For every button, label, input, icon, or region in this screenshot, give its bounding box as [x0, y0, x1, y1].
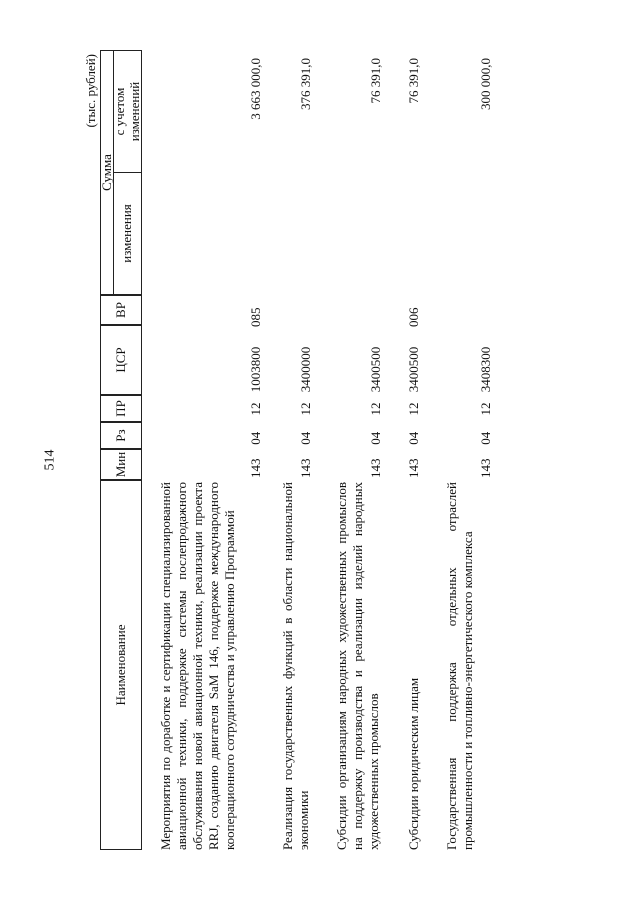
row-min: 143 [406, 458, 421, 478]
header-with-changes: с учетом изменений [113, 50, 142, 173]
row-name: Государственная поддержка отдельных отраслей промышленности и топливно-энергетического комплекса [444, 482, 476, 850]
row-name: Реализация государственных функций в области национальной экономики [280, 482, 312, 850]
header-min: Мин [100, 449, 142, 480]
row-rz: 04 [478, 431, 493, 445]
row-codes [248, 308, 264, 479]
row-csr: 3408300 [478, 346, 493, 393]
units-note: (тыс. рублей) [83, 54, 98, 128]
row-rz: 04 [248, 431, 263, 445]
table-row [280, 50, 320, 850]
row-rz: 04 [298, 431, 313, 445]
row-csr: 3400500 [368, 346, 383, 393]
row-csr: 1003800 [248, 346, 263, 393]
row-rz: 04 [368, 431, 383, 445]
row-total: 76 391,0 [406, 58, 421, 104]
row-name: Субсидии юридическим лицам [406, 677, 421, 850]
row-csr: 3400500 [406, 346, 421, 393]
row-codes [478, 330, 494, 478]
row-codes [298, 330, 314, 478]
row-min: 143 [298, 458, 313, 478]
header-pr: ПР [100, 395, 142, 422]
table-row [444, 50, 502, 850]
row-pr: 12 [368, 402, 383, 416]
row-total: 3 663 000,0 [248, 58, 263, 120]
header-summa: Сумма [100, 50, 114, 295]
header-changes: изменения [113, 172, 142, 295]
row-total: 300 000,0 [478, 58, 493, 110]
row-codes [406, 308, 422, 479]
row-pr: 12 [248, 402, 263, 416]
row-name: Мероприятия по доработке и сертификации специализированной авиационной техники, поддержке системы послепродажного обслуживания новой авиационной техники, реализации проекта RRJ, созданию двигателя SaM 146, поддержке международного кооперационного сотрудничества и управлению Программой [158, 482, 238, 850]
row-csr: 3400000 [298, 346, 313, 393]
row-vr: 006 [406, 307, 421, 327]
page-number: 514 [42, 449, 58, 471]
header-rz: Рз [100, 422, 142, 449]
header-name: Наименование [100, 480, 142, 850]
row-total: 76 391,0 [368, 58, 383, 104]
row-min: 143 [248, 458, 263, 478]
budget-table [80, 50, 600, 850]
row-vr: 085 [248, 307, 263, 327]
row-pr: 12 [298, 402, 313, 416]
header-csr: ЦСР [100, 325, 142, 395]
table-row [406, 50, 426, 850]
row-name: Субсидии организациям народных художественных промыслов на поддержку производства и реализации изделий народных художественных промыслов [334, 482, 382, 850]
row-min: 143 [368, 458, 383, 478]
row-pr: 12 [478, 402, 493, 416]
row-pr: 12 [406, 402, 421, 416]
table-row [334, 50, 392, 850]
row-min: 143 [478, 458, 493, 478]
row-total: 376 391,0 [298, 58, 313, 110]
row-codes [368, 330, 384, 478]
row-rz: 04 [406, 431, 421, 445]
table-row [158, 50, 268, 850]
header-vr: ВР [100, 295, 142, 325]
